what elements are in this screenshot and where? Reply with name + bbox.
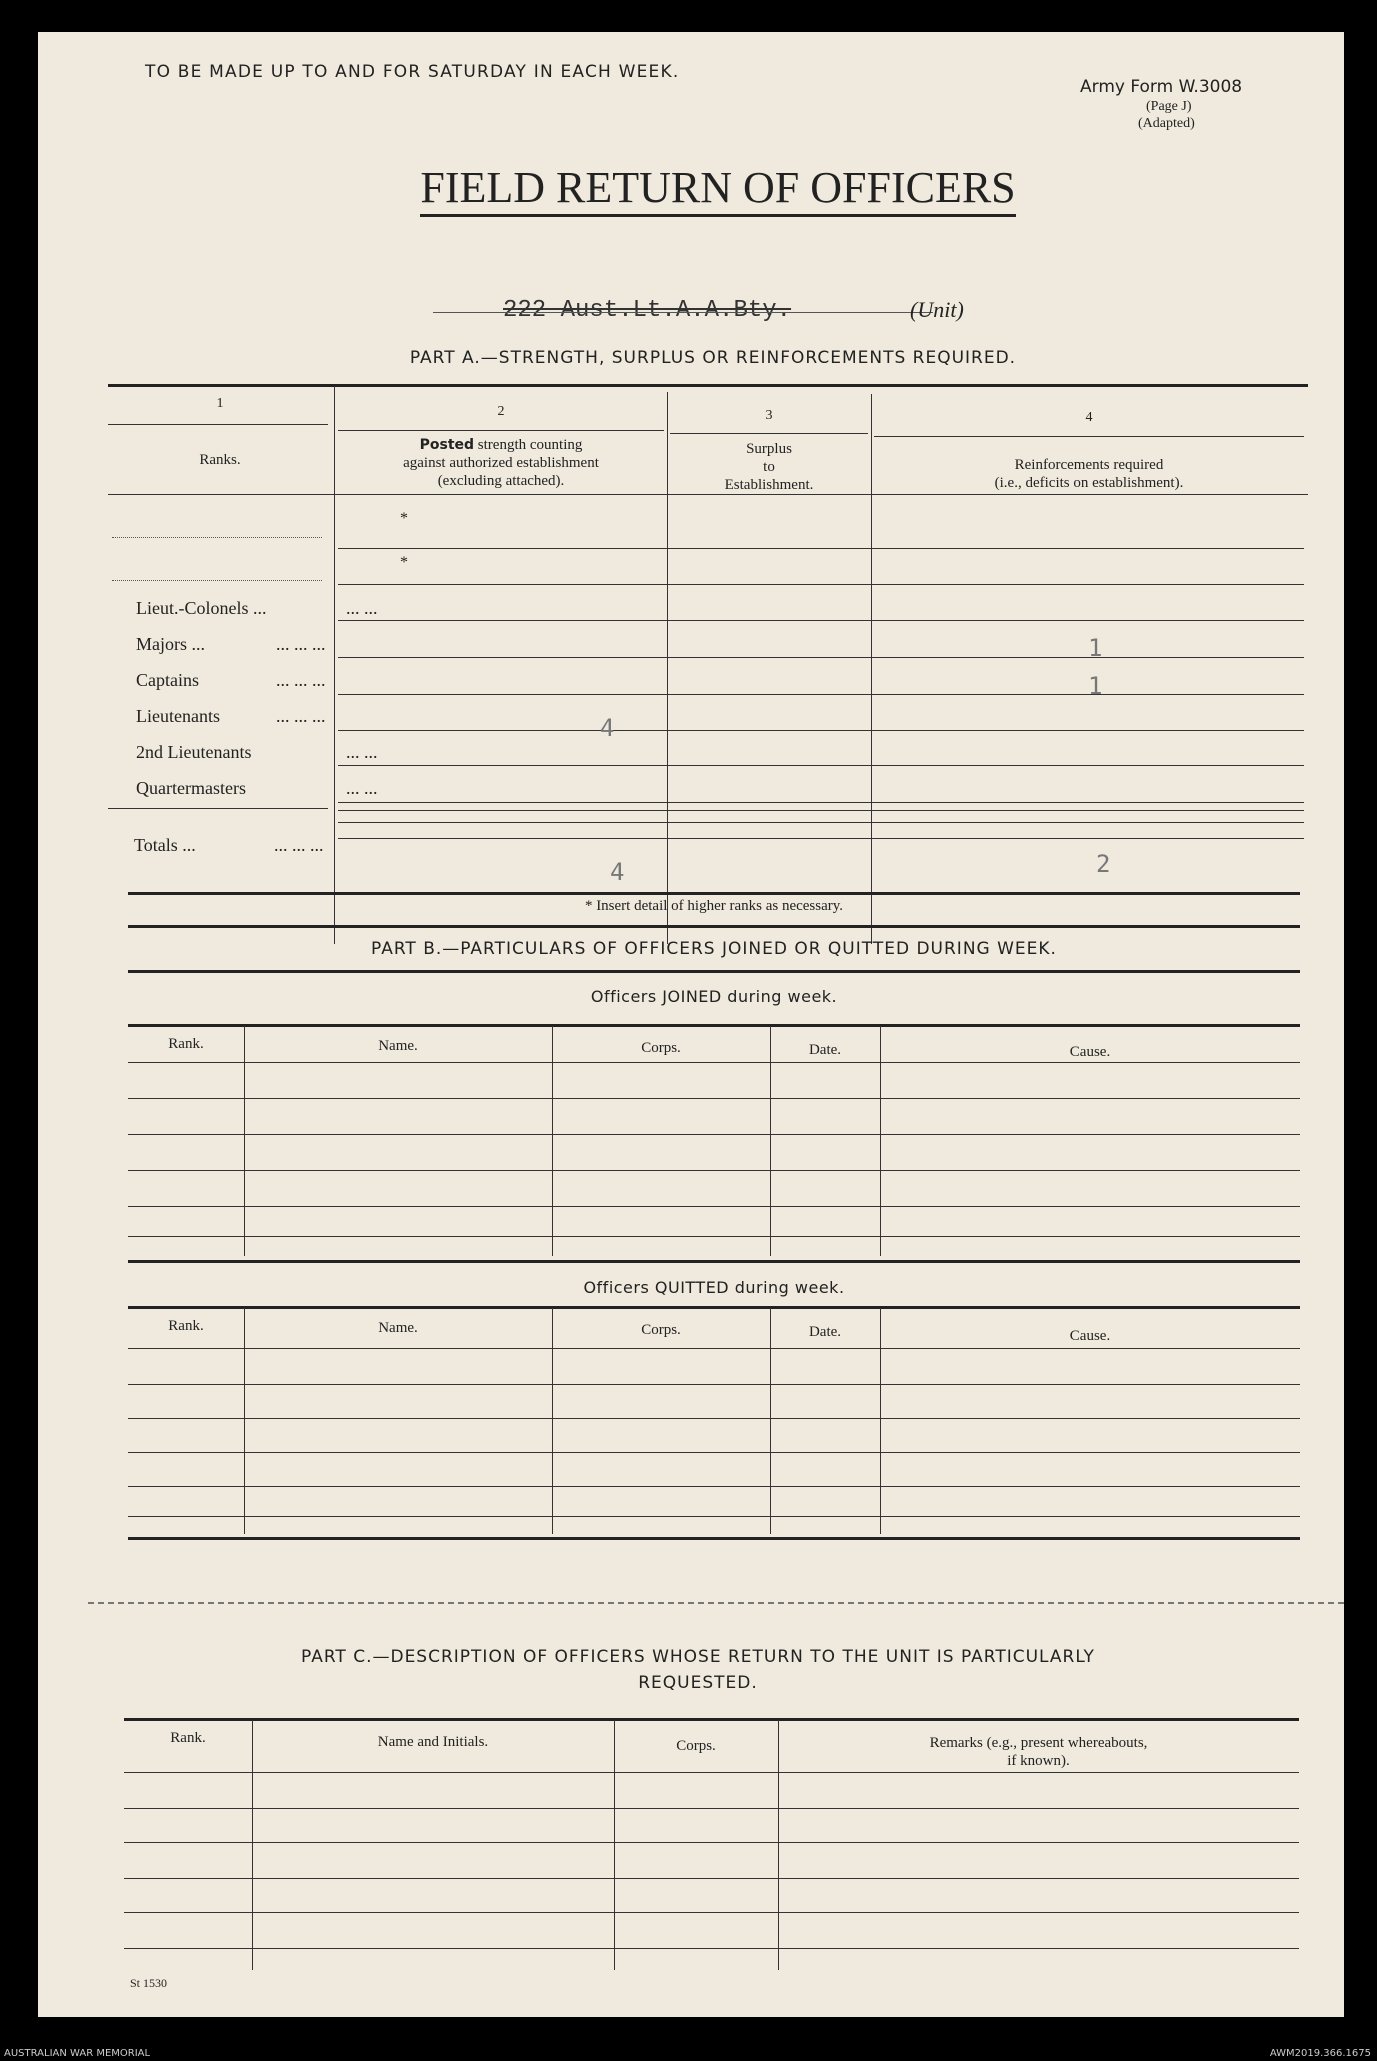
surplus-header: Surplus to Establishment. (724, 441, 814, 493)
joined-col-date: Date. (808, 1042, 842, 1058)
quitted-title: Officers QUITTED during week. (583, 1278, 845, 1297)
quitted-table (128, 1308, 1300, 1536)
col-number-3: 3 (765, 408, 773, 423)
rank-row-captains: Captains ... ... ... (136, 670, 326, 690)
part-c-col-name: Name and Initials. (377, 1734, 489, 1750)
ranks-header: Ranks. (199, 452, 241, 468)
unit-value: 222 Aust.Lt.A.A.Bty. (503, 297, 792, 324)
weekly-instruction: TO BE MADE UP TO AND FOR SATURDAY IN EACH WEEK. (145, 62, 680, 82)
quitted-col-rank: Rank. (168, 1318, 204, 1334)
part-c-col-remarks: Remarks (e.g., present whereabouts, if known). (929, 1735, 1148, 1769)
quitted-col-corps: Corps. (641, 1322, 681, 1338)
joined-col-cause: Cause. (1069, 1044, 1111, 1060)
totals-reinforcements: 2 (1096, 850, 1111, 878)
rank-row-2nd-lieutenants: 2nd Lieutenants ... ... (136, 742, 378, 762)
unit-label: (Unit) (910, 297, 964, 322)
posted-header: Posted strength counting against authorized establishment (excluding attached). (403, 437, 599, 489)
footer-left: AUSTRALIAN WAR MEMORIAL (4, 2048, 151, 2059)
part-c-heading: PART C.—DESCRIPTION OF OFFICERS WHOSE RETURN TO THE UNIT IS PARTICULARLY REQUESTED. (301, 1647, 1095, 1693)
form-page: (Page J) (1146, 99, 1192, 114)
col-number-4: 4 (1085, 410, 1093, 425)
asterisk-row-1: * (400, 510, 408, 527)
form-page (38, 32, 1344, 2017)
asterisk-row-2: * (400, 554, 408, 571)
part-c-col-corps: Corps. (676, 1738, 716, 1754)
majors-reinforcements: 1 (1088, 634, 1103, 662)
form-adapted: (Adapted) (1138, 116, 1195, 131)
col-number-1: 1 (216, 396, 224, 411)
archive-footer (0, 2048, 1377, 2061)
quitted-col-name: Name. (378, 1320, 418, 1336)
totals-row: Totals ... ... ... ... (134, 835, 324, 855)
part-c-table (124, 1720, 1299, 1980)
lieutenants-posted: 4 (600, 714, 615, 742)
part-a-heading: PART A.—STRENGTH, SURPLUS OR REINFORCEMENTS REQUIRED. (409, 348, 1017, 368)
form-number: Army Form W.3008 (1080, 77, 1243, 97)
captains-reinforcements: 1 (1088, 672, 1103, 700)
quitted-col-cause: Cause. (1069, 1328, 1111, 1344)
part-a-footnote: * Insert detail of higher ranks as necessary. (584, 898, 844, 914)
joined-title: Officers JOINED during week. (590, 987, 838, 1006)
joined-col-name: Name. (378, 1038, 418, 1054)
form-title: FIELD RETURN OF OFFICERS (318, 162, 1118, 213)
print-code: St 1530 (130, 1976, 168, 1990)
rank-row-majors: Majors ... ... ... ... (136, 634, 326, 654)
part-c-col-rank: Rank. (170, 1730, 206, 1746)
rank-row-lieutenants: Lieutenants ... ... ... (136, 706, 326, 726)
unit-line (433, 297, 943, 324)
totals-posted: 4 (610, 858, 625, 886)
joined-col-corps: Corps. (641, 1040, 681, 1056)
joined-col-rank: Rank. (168, 1036, 204, 1052)
reinforcements-header: Reinforcements required (i.e., deficits on establishment). (994, 457, 1184, 491)
rank-row-quartermasters: Quartermasters ... ... (136, 778, 378, 798)
quitted-col-date: Date. (808, 1324, 842, 1340)
rank-row-lieut-colonels: Lieut.-Colonels ... ... ... (136, 598, 378, 618)
col-number-2: 2 (497, 404, 505, 419)
joined-table (128, 1026, 1300, 1258)
part-b-heading: PART B.—PARTICULARS OF OFFICERS JOINED OR QUITTED DURING WEEK. (371, 939, 1057, 959)
footer-right: AWM2019.366.1675 (1269, 2048, 1371, 2059)
